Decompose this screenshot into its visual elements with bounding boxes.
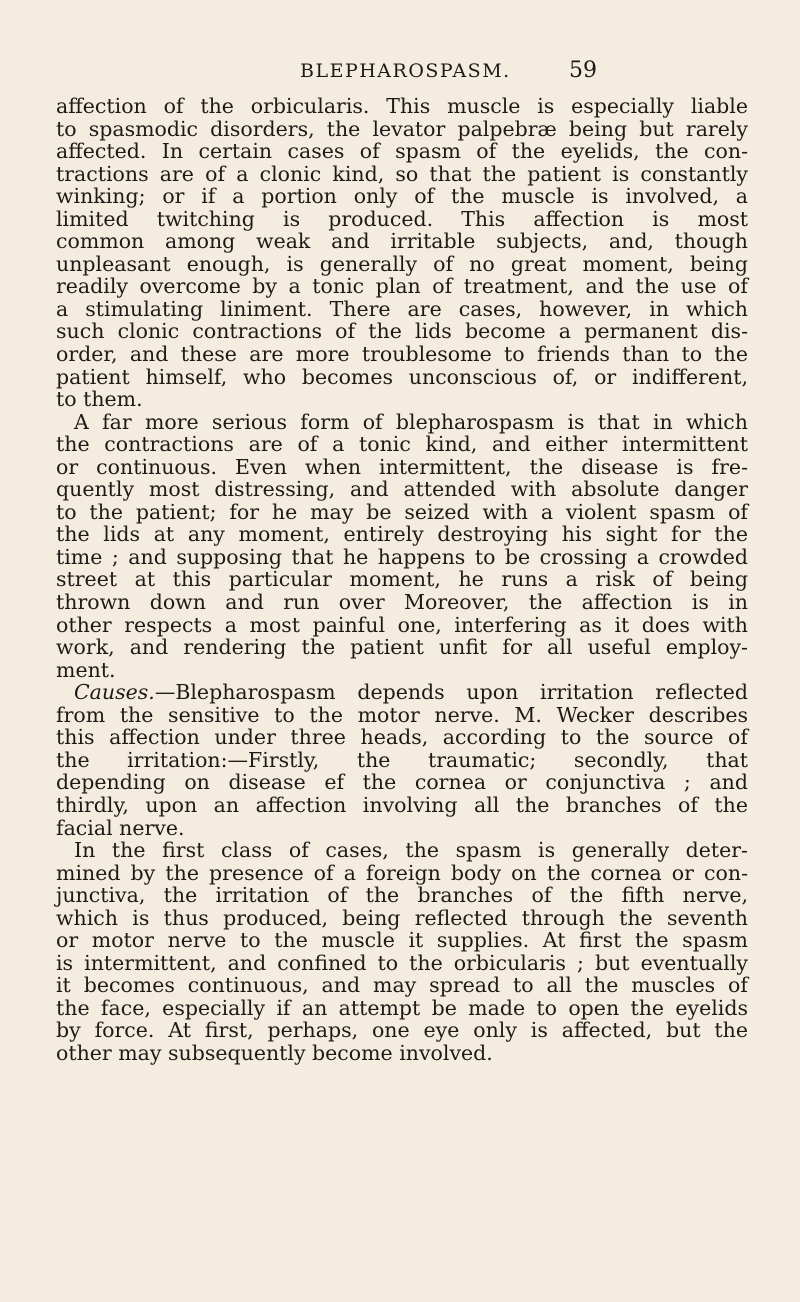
text-line: ment. <box>56 657 116 682</box>
text-line: affection of the orbicularis. This muscle is especially liable <box>56 94 748 118</box>
text-line: readily overcome by a tonic plan of treatment, and the use of <box>56 274 748 299</box>
causes-heading: Causes. <box>74 680 155 705</box>
text-line: by force. At first, perhaps, one eye only is affected, but the <box>56 1018 748 1043</box>
text-line: other may subsequently become involved. <box>56 1040 493 1065</box>
text-line: the lids at any moment, entirely destroying his sight for the <box>56 522 748 547</box>
text-line: mined by the presence of a foreign body on the cornea or con- <box>56 860 748 885</box>
text-line: unpleasant enough, is generally of no great moment, being <box>56 251 748 276</box>
text-line: thrown down and run over Moreover, the affection is in <box>56 590 748 615</box>
body-text <box>56 95 748 1065</box>
page-number: 59 <box>569 58 597 83</box>
text-line: other respects a most painful one, interfering as it does with <box>56 612 748 637</box>
text-line: time ; and supposing that he happens to be crossing a crowded <box>56 544 748 569</box>
text-line: depending on disease ef the cornea or conjunctiva ; and <box>56 770 748 795</box>
text-line: affected. In certain cases of spasm of the eyelids, the con- <box>56 139 748 164</box>
text-line: work, and rendering the patient unfit for all useful employ- <box>56 635 748 660</box>
causes-text: —Blepharospasm depends upon irritation reflected <box>154 680 748 705</box>
text-line: A far more serious form of blepharospasm is that in which <box>74 409 748 434</box>
text-line: the contractions are of a tonic kind, and either intermittent <box>56 432 748 457</box>
text-line: to spasmodic disorders, the levator palpebræ being but rarely <box>56 116 748 141</box>
text-line: In the first class of cases, the spasm is generally deter- <box>74 838 748 863</box>
text-line: is intermittent, and confined to the orbicularis ; but eventually <box>56 950 748 975</box>
text-line: to them. <box>56 387 143 412</box>
text-line: quently most distressing, and attended with absolute danger <box>56 477 748 502</box>
text-line: winking; or if a portion only of the muscle is involved, a <box>56 184 748 209</box>
text-line: the face, especially if an attempt be made to open the eyelids <box>56 995 748 1020</box>
text-line: it becomes continuous, and may spread to all the muscles of <box>56 973 748 998</box>
text-line: common among weak and irritable subjects, and, though <box>56 229 748 254</box>
text-line: limited twitching is produced. This affection is most <box>56 206 748 231</box>
text-line: this affection under three heads, according to the source of <box>56 725 748 750</box>
text-line: junctiva, the irritation of the branches of the fifth nerve, <box>56 883 748 908</box>
text-line: a stimulating liniment. There are cases, however, in which <box>56 296 748 321</box>
text-line: to the patient; for he may be seized with a violent spasm of <box>56 499 748 524</box>
text-line: thirdly, upon an affection involving all the branches of the <box>56 792 748 817</box>
chapter-title: BLEPHAROSPASM. <box>300 60 511 82</box>
text-line: the irritation:—Firstly, the traumatic; secondly, that <box>56 747 748 772</box>
text-line: which is thus produced, being reflected through the seventh <box>56 905 748 930</box>
text-line: tractions are of a clonic kind, so that the patient is constantly <box>56 161 748 186</box>
running-head <box>0 58 800 86</box>
text-line: or motor nerve to the muscle it supplies. At first the spasm <box>56 928 748 953</box>
text-line: patient himself, who becomes unconscious of, or indifferent, <box>56 364 748 389</box>
text-line: such clonic contractions of the lids become a permanent dis- <box>56 319 748 344</box>
text-line: facial nerve. <box>56 815 185 840</box>
text-line: order, and these are more troublesome to friends than to the <box>56 342 748 367</box>
text-line: or continuous. Even when intermittent, the disease is fre- <box>56 454 748 479</box>
text-line: street at this particular moment, he runs a risk of being <box>56 567 748 592</box>
text-line-causes <box>56 681 748 704</box>
text-line: from the sensitive to the motor nerve. M. Wecker describes <box>56 702 748 727</box>
